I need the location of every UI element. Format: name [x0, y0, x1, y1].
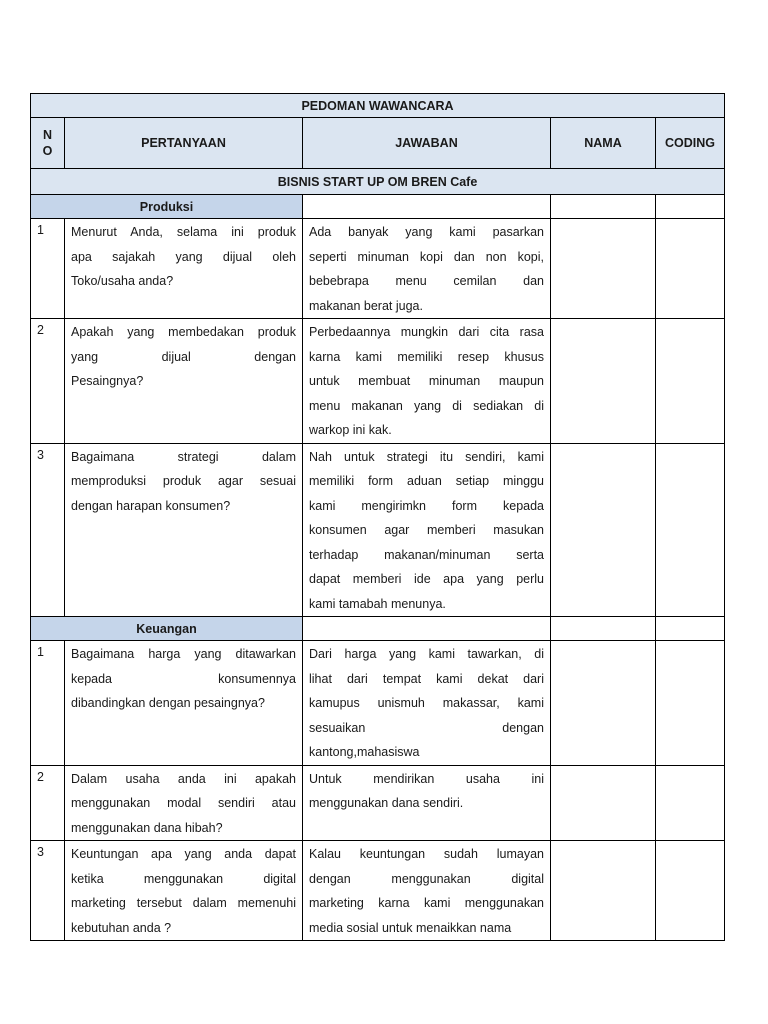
- answer-line: dapat memberi ide apa yang perlu: [309, 572, 544, 586]
- interview-guide-table: [30, 93, 725, 941]
- question-line: Menurut Anda, selama ini produk: [71, 225, 296, 239]
- answer-line: menu makanan yang di sediakan di: [309, 398, 544, 413]
- section-row: [31, 195, 725, 219]
- answer-line: marketing karna kami menggunakan: [309, 896, 544, 910]
- question-line: Toko/usaha anda?: [71, 274, 174, 288]
- nama-cell: [551, 219, 656, 319]
- row-number: 2: [31, 765, 65, 841]
- question-line: menggunakan modal sendiri atau: [71, 796, 296, 810]
- question-line: memproduksi produk agar sesuai: [71, 474, 296, 488]
- nama-cell: [551, 319, 656, 444]
- question-line: Dalam usaha anda ini apakah: [71, 771, 296, 786]
- row-number: 2: [31, 319, 65, 444]
- answer-line: terhadap makanan/minuman serta: [309, 547, 544, 562]
- question-line: apa sajakah yang dijual oleh: [71, 249, 296, 264]
- answer-line: Dari harga yang kami tawarkan, di: [309, 647, 544, 661]
- header-no-bottom: O: [42, 144, 53, 158]
- answer-line: lihat dari tempat kami dekat dari: [309, 671, 544, 686]
- table-row: [31, 219, 725, 319]
- question-line: Apakah yang membedakan produk: [71, 325, 296, 339]
- table-title: PEDOMAN WAWANCARA: [31, 94, 725, 118]
- answer-cell: [303, 841, 551, 941]
- answer-line: Nah untuk strategi itu sendiri, kami: [309, 449, 544, 464]
- answer-cell: [303, 319, 551, 444]
- coding-cell: [656, 319, 725, 444]
- question-line: dengan harapan konsumen?: [71, 498, 231, 513]
- answer-line: Kalau keuntungan sudah lumayan: [309, 847, 544, 861]
- table-row: [31, 443, 725, 617]
- answer-line: menggunakan dana sendiri.: [309, 796, 464, 810]
- answer-line: warkop ini kak.: [309, 423, 392, 437]
- table-row: [31, 765, 725, 841]
- header-coding: CODING: [656, 118, 725, 169]
- empty-cell: [656, 195, 725, 219]
- answer-line: Ada banyak yang kami pasarkan: [309, 225, 544, 239]
- answer-line: kantong,mahasiswa: [309, 745, 420, 759]
- answer-line: media sosial untuk menaikkan nama: [309, 920, 512, 935]
- nama-cell: [551, 443, 656, 617]
- question-line: Keuntungan apa yang anda dapat: [71, 847, 296, 861]
- answer-cell: [303, 219, 551, 319]
- empty-cell: [303, 195, 551, 219]
- question-cell: [65, 841, 303, 941]
- question-cell: [65, 219, 303, 319]
- row-number: 3: [31, 841, 65, 941]
- row-number: 1: [31, 641, 65, 766]
- empty-cell: [551, 617, 656, 641]
- question-line: ketika menggunakan digital: [71, 871, 296, 886]
- question-line: marketing tersebut dalam memenuhi: [71, 896, 296, 910]
- empty-cell: [656, 617, 725, 641]
- empty-cell: [303, 617, 551, 641]
- question-line: menggunakan dana hibah?: [71, 820, 223, 835]
- row-number: 1: [31, 219, 65, 319]
- section-title: Keuangan: [31, 617, 303, 641]
- answer-line: seperti minuman kopi dan non kopi,: [309, 249, 544, 264]
- coding-cell: [656, 641, 725, 766]
- answer-line: karna kami memiliki resep khusus: [309, 349, 544, 364]
- coding-cell: [656, 765, 725, 841]
- answer-line: dengan menggunakan digital: [309, 871, 544, 886]
- answer-line: kami mengirimkn form kepada: [309, 498, 544, 513]
- answer-line: makanan berat juga.: [309, 298, 423, 313]
- header-no-top: N: [42, 128, 53, 142]
- answer-line: Untuk mendirikan usaha ini: [309, 771, 544, 786]
- question-line: yang dijual dengan: [71, 349, 296, 364]
- question-line: dibandingkan dengan pesaingnya?: [71, 696, 265, 710]
- question-cell: [65, 443, 303, 617]
- coding-cell: [656, 841, 725, 941]
- answer-line: bebebrapa menu cemilan dan: [309, 274, 544, 288]
- header-nama: NAMA: [551, 118, 656, 169]
- nama-cell: [551, 641, 656, 766]
- question-line: kepada konsumennya: [71, 671, 296, 686]
- answer-line: kami tamabah menunya.: [309, 596, 446, 611]
- answer-line: untuk membuat minuman maupun: [309, 374, 544, 388]
- table-subtitle: BISNIS START UP OM BREN Cafe: [31, 169, 725, 195]
- nama-cell: [551, 841, 656, 941]
- coding-cell: [656, 443, 725, 617]
- table-row: [31, 319, 725, 444]
- empty-cell: [551, 195, 656, 219]
- question-line: Bagaimana harga yang ditawarkan: [71, 647, 296, 661]
- table-row: [31, 841, 725, 941]
- header-jawaban: JAWABAN: [303, 118, 551, 169]
- header-pertanyaan: PERTANYAAN: [65, 118, 303, 169]
- nama-cell: [551, 765, 656, 841]
- question-line: Bagaimana strategi dalam: [71, 449, 296, 464]
- answer-line: Perbedaannya mungkin dari cita rasa: [309, 325, 544, 339]
- answer-line: memiliki form aduan setiap minggu: [309, 474, 544, 488]
- answer-cell: [303, 765, 551, 841]
- answer-line: konsumen agar memberi masukan: [309, 523, 544, 537]
- answer-line: kamupus unismuh makassar, kami: [309, 696, 544, 710]
- question-line: kebutuhan anda ?: [71, 920, 172, 935]
- question-cell: [65, 765, 303, 841]
- section-row: [31, 617, 725, 641]
- answer-cell: [303, 443, 551, 617]
- question-line: Pesaingnya?: [71, 374, 144, 388]
- answer-cell: [303, 641, 551, 766]
- section-title: Produksi: [31, 195, 303, 219]
- header-no: [31, 118, 65, 169]
- table-row: [31, 641, 725, 766]
- coding-cell: [656, 219, 725, 319]
- row-number: 3: [31, 443, 65, 617]
- question-cell: [65, 319, 303, 444]
- answer-line: sesuaikan dengan: [309, 720, 544, 735]
- question-cell: [65, 641, 303, 766]
